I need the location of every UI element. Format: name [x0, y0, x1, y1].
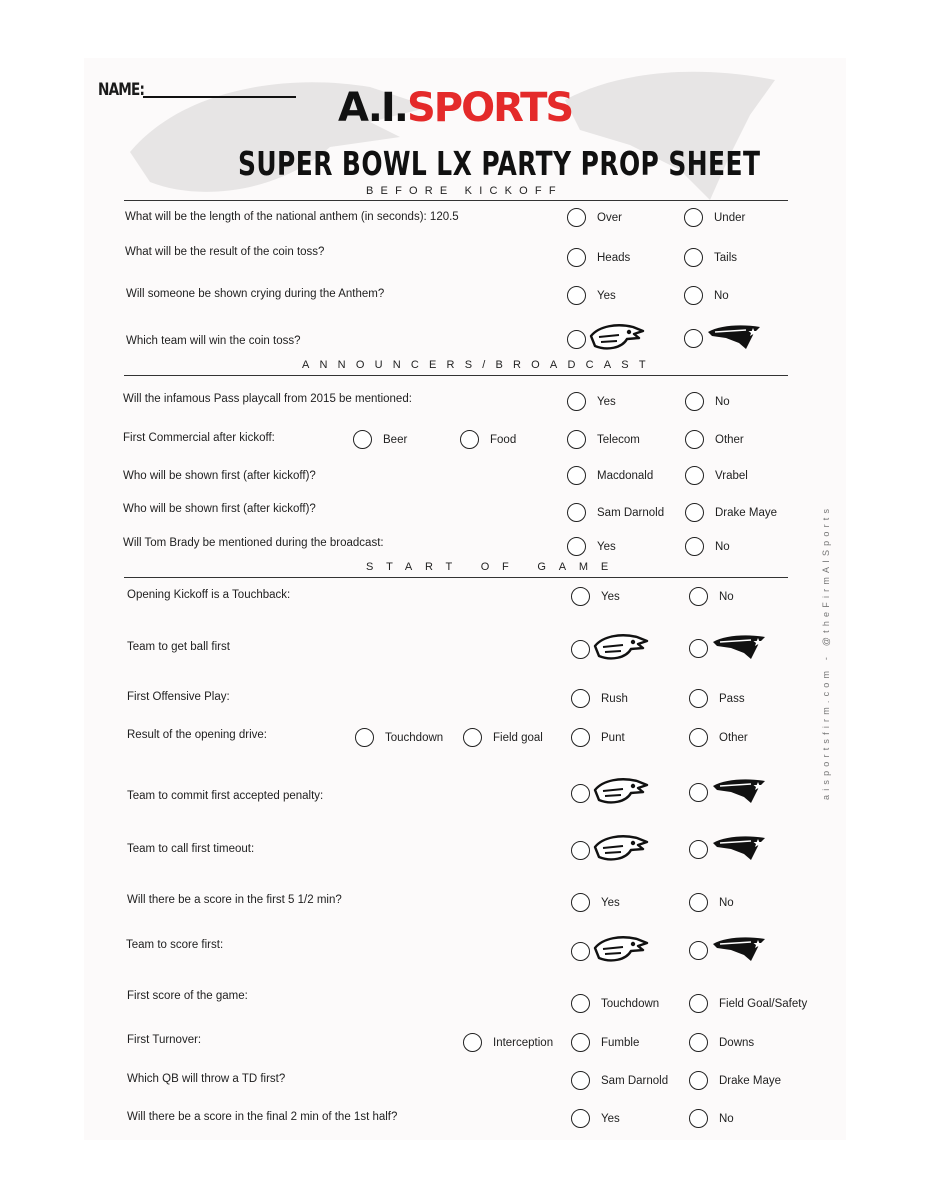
option-no[interactable]	[689, 893, 734, 912]
section-heading-before-kickoff: BEFORE KICKOFF	[366, 185, 563, 197]
option-food[interactable]	[460, 430, 516, 449]
option-label: Touchdown	[601, 997, 660, 1010]
radio-circle[interactable]	[571, 784, 590, 803]
radio-circle[interactable]	[685, 392, 704, 411]
radio-circle[interactable]	[684, 248, 703, 267]
seahawks-icon	[593, 833, 649, 868]
radio-circle[interactable]	[571, 1071, 590, 1090]
option-macdonald[interactable]	[567, 466, 653, 485]
radio-circle[interactable]	[567, 330, 586, 349]
option-yes[interactable]	[571, 587, 620, 606]
option-label: Tails	[714, 251, 738, 264]
question-text: Opening Kickoff is a Touchback:	[127, 589, 291, 601]
option-label: Macdonald	[597, 469, 654, 482]
option-label: Yes	[597, 540, 616, 553]
option-label: No	[715, 540, 730, 553]
option-patriots-logo[interactable]	[689, 934, 767, 967]
option-downs[interactable]	[689, 1033, 754, 1052]
question-text: Team to commit first accepted penalty:	[127, 790, 324, 802]
question-text: Who will be shown first (after kickoff)?	[123, 470, 316, 482]
option-heads[interactable]	[567, 248, 630, 267]
question-text: Result of the opening drive:	[127, 729, 268, 741]
option-patriots-logo[interactable]	[689, 833, 767, 866]
option-label: Punt	[601, 731, 625, 744]
radio-circle[interactable]	[689, 840, 708, 859]
radio-circle[interactable]	[571, 587, 590, 606]
option-seahawks-logo[interactable]	[571, 833, 649, 868]
section-divider	[124, 200, 788, 201]
option-beer[interactable]	[353, 430, 407, 449]
radio-circle[interactable]	[689, 783, 708, 802]
option-pass[interactable]	[689, 689, 745, 708]
option-punt[interactable]	[571, 728, 625, 747]
radio-circle[interactable]	[689, 1109, 708, 1128]
option-label: Pass	[719, 692, 745, 705]
patriots-watermark	[560, 60, 790, 210]
section-divider	[124, 577, 788, 578]
option-yes[interactable]	[567, 537, 616, 556]
question-text: Team to score first:	[126, 939, 224, 951]
option-label: Rush	[601, 692, 628, 705]
radio-circle[interactable]	[685, 503, 704, 522]
radio-circle[interactable]	[567, 286, 586, 305]
radio-circle[interactable]	[460, 430, 479, 449]
option-telecom[interactable]	[567, 430, 640, 449]
radio-circle[interactable]	[571, 942, 590, 961]
question-text: Will the infamous Pass playcall from 2015 be mentioned:	[123, 393, 412, 405]
option-yes[interactable]	[567, 392, 616, 411]
option-no[interactable]	[685, 537, 730, 556]
option-seahawks-logo[interactable]	[571, 776, 649, 811]
question-text: Team to call first timeout:	[127, 843, 255, 855]
radio-circle[interactable]	[685, 466, 704, 485]
radio-circle[interactable]	[684, 329, 703, 348]
option-label: Other	[715, 433, 744, 446]
question-text: First Commercial after kickoff:	[123, 432, 275, 444]
question-text: Will there be a score in the first 5 1/2 min?	[127, 894, 342, 906]
page-title: SUPER BOWL LX PARTY PROP SHEET	[238, 144, 761, 183]
radio-circle[interactable]	[567, 208, 586, 227]
option-patriots-logo[interactable]	[684, 322, 762, 355]
option-label: No	[719, 896, 734, 909]
option-drake-maye[interactable]	[685, 503, 777, 522]
option-rush[interactable]	[571, 689, 628, 708]
option-field-goal-safety[interactable]	[689, 994, 807, 1013]
radio-circle[interactable]	[567, 392, 586, 411]
seahawks-icon	[593, 632, 649, 667]
radio-circle[interactable]	[571, 1033, 590, 1052]
seahawks-icon	[593, 934, 649, 969]
name-input[interactable]	[143, 96, 296, 98]
patriots-icon	[711, 632, 767, 665]
side-credit: aisportsfirm.com - @theFirmAISports	[821, 504, 831, 800]
option-label: Yes	[601, 896, 620, 909]
option-over[interactable]	[567, 208, 622, 227]
option-label: Heads	[597, 251, 631, 264]
option-field-goal[interactable]	[463, 728, 543, 747]
patriots-icon	[711, 934, 767, 967]
option-vrabel[interactable]	[685, 466, 748, 485]
option-label: Touchdown	[385, 731, 444, 744]
option-fumble[interactable]	[571, 1033, 639, 1052]
question-text: Team to get ball first	[127, 641, 230, 653]
option-label: Sam Darnold	[601, 1074, 669, 1087]
radio-circle[interactable]	[689, 639, 708, 658]
option-seahawks-logo[interactable]	[567, 322, 645, 357]
option-label: Downs	[719, 1036, 755, 1049]
option-label: Food	[490, 433, 517, 446]
option-no[interactable]	[689, 587, 734, 606]
option-label: Sam Darnold	[597, 506, 665, 519]
option-other[interactable]	[689, 728, 748, 747]
radio-circle[interactable]	[567, 503, 586, 522]
radio-circle[interactable]	[567, 430, 586, 449]
radio-circle[interactable]	[689, 587, 708, 606]
name-label: NAME:	[98, 80, 145, 100]
option-label: Fumble	[601, 1036, 640, 1049]
option-label: Telecom	[597, 433, 640, 446]
radio-circle[interactable]	[689, 1071, 708, 1090]
option-sam-darnold[interactable]	[567, 503, 664, 522]
radio-circle[interactable]	[684, 286, 703, 305]
question-text: Will Tom Brady be mentioned during the broadcast:	[123, 537, 384, 549]
question-text: First score of the game:	[127, 990, 248, 1002]
question-text: Who will be shown first (after kickoff)?	[123, 503, 316, 515]
option-sam-darnold[interactable]	[571, 1071, 668, 1090]
option-drake-maye[interactable]	[689, 1071, 781, 1090]
radio-circle[interactable]	[571, 893, 590, 912]
option-label: No	[715, 395, 730, 408]
option-label: Vrabel	[715, 469, 748, 482]
radio-circle[interactable]	[571, 689, 590, 708]
patriots-icon	[706, 322, 762, 355]
patriots-icon	[711, 776, 767, 809]
option-label: Over	[597, 211, 622, 224]
radio-circle[interactable]	[684, 208, 703, 227]
option-no[interactable]	[684, 286, 729, 305]
option-label: No	[719, 590, 734, 603]
option-interception[interactable]	[463, 1033, 553, 1052]
radio-circle[interactable]	[353, 430, 372, 449]
brand-logo	[338, 85, 573, 131]
radio-circle[interactable]	[567, 537, 586, 556]
option-seahawks-logo[interactable]	[571, 632, 649, 667]
question-text: Will there be a score in the final 2 min of the 1st half?	[127, 1111, 398, 1123]
radio-circle[interactable]	[689, 1033, 708, 1052]
seahawks-icon	[589, 322, 645, 357]
option-label: Field Goal/Safety	[719, 997, 808, 1010]
question-text: First Turnover:	[127, 1034, 202, 1046]
question-text: Will someone be shown crying during the Anthem?	[126, 288, 385, 300]
question-text: What will be the length of the national anthem (in seconds): 120.5	[125, 211, 459, 223]
option-label: Interception	[493, 1036, 554, 1049]
option-label: Field goal	[493, 731, 543, 744]
question-text: Which QB will throw a TD first?	[127, 1073, 286, 1085]
radio-circle[interactable]	[685, 537, 704, 556]
question-text: First Offensive Play:	[127, 691, 230, 703]
option-yes[interactable]	[571, 893, 620, 912]
option-other[interactable]	[685, 430, 744, 449]
logo-sports: SPORTS	[406, 85, 573, 131]
radio-circle[interactable]	[689, 893, 708, 912]
option-label: No	[719, 1112, 734, 1125]
option-label: Beer	[383, 433, 408, 446]
radio-circle[interactable]	[571, 994, 590, 1013]
radio-circle[interactable]	[689, 689, 708, 708]
radio-circle[interactable]	[571, 1109, 590, 1128]
radio-circle[interactable]	[355, 728, 374, 747]
patriots-icon	[711, 833, 767, 866]
option-label: Other	[719, 731, 748, 744]
radio-circle[interactable]	[571, 841, 590, 860]
radio-circle[interactable]	[567, 248, 586, 267]
section-heading-announcers-broadcast: ANNOUNCERS/BROADCAST	[302, 359, 656, 371]
radio-circle[interactable]	[571, 728, 590, 747]
option-label: Under	[714, 211, 746, 224]
option-label: Drake Maye	[719, 1074, 781, 1087]
radio-circle[interactable]	[689, 728, 708, 747]
radio-circle[interactable]	[463, 728, 482, 747]
option-yes[interactable]	[571, 1109, 620, 1128]
section-divider	[124, 375, 788, 376]
option-yes[interactable]	[567, 286, 616, 305]
radio-circle[interactable]	[571, 640, 590, 659]
option-patriots-logo[interactable]	[689, 632, 767, 665]
option-label: Yes	[601, 1112, 620, 1125]
radio-circle[interactable]	[685, 430, 704, 449]
option-label: Yes	[597, 395, 616, 408]
question-text: Which team will win the coin toss?	[126, 335, 301, 347]
radio-circle[interactable]	[463, 1033, 482, 1052]
option-no[interactable]	[689, 1109, 734, 1128]
option-label: Yes	[601, 590, 620, 603]
radio-circle[interactable]	[689, 994, 708, 1013]
option-seahawks-logo[interactable]	[571, 934, 649, 969]
question-text: What will be the result of the coin toss?	[125, 246, 325, 258]
option-touchdown[interactable]	[571, 994, 659, 1013]
option-tails[interactable]	[684, 248, 737, 267]
radio-circle[interactable]	[689, 941, 708, 960]
radio-circle[interactable]	[567, 466, 586, 485]
option-label: No	[714, 289, 729, 302]
option-no[interactable]	[685, 392, 730, 411]
section-heading-start-of-game: START OF GAME	[366, 561, 622, 573]
option-patriots-logo[interactable]	[689, 776, 767, 809]
seahawks-icon	[593, 776, 649, 811]
logo-ai: A.I.	[338, 85, 407, 131]
option-under[interactable]	[684, 208, 745, 227]
option-touchdown[interactable]	[355, 728, 443, 747]
option-label: Drake Maye	[715, 506, 777, 519]
option-label: Yes	[597, 289, 616, 302]
